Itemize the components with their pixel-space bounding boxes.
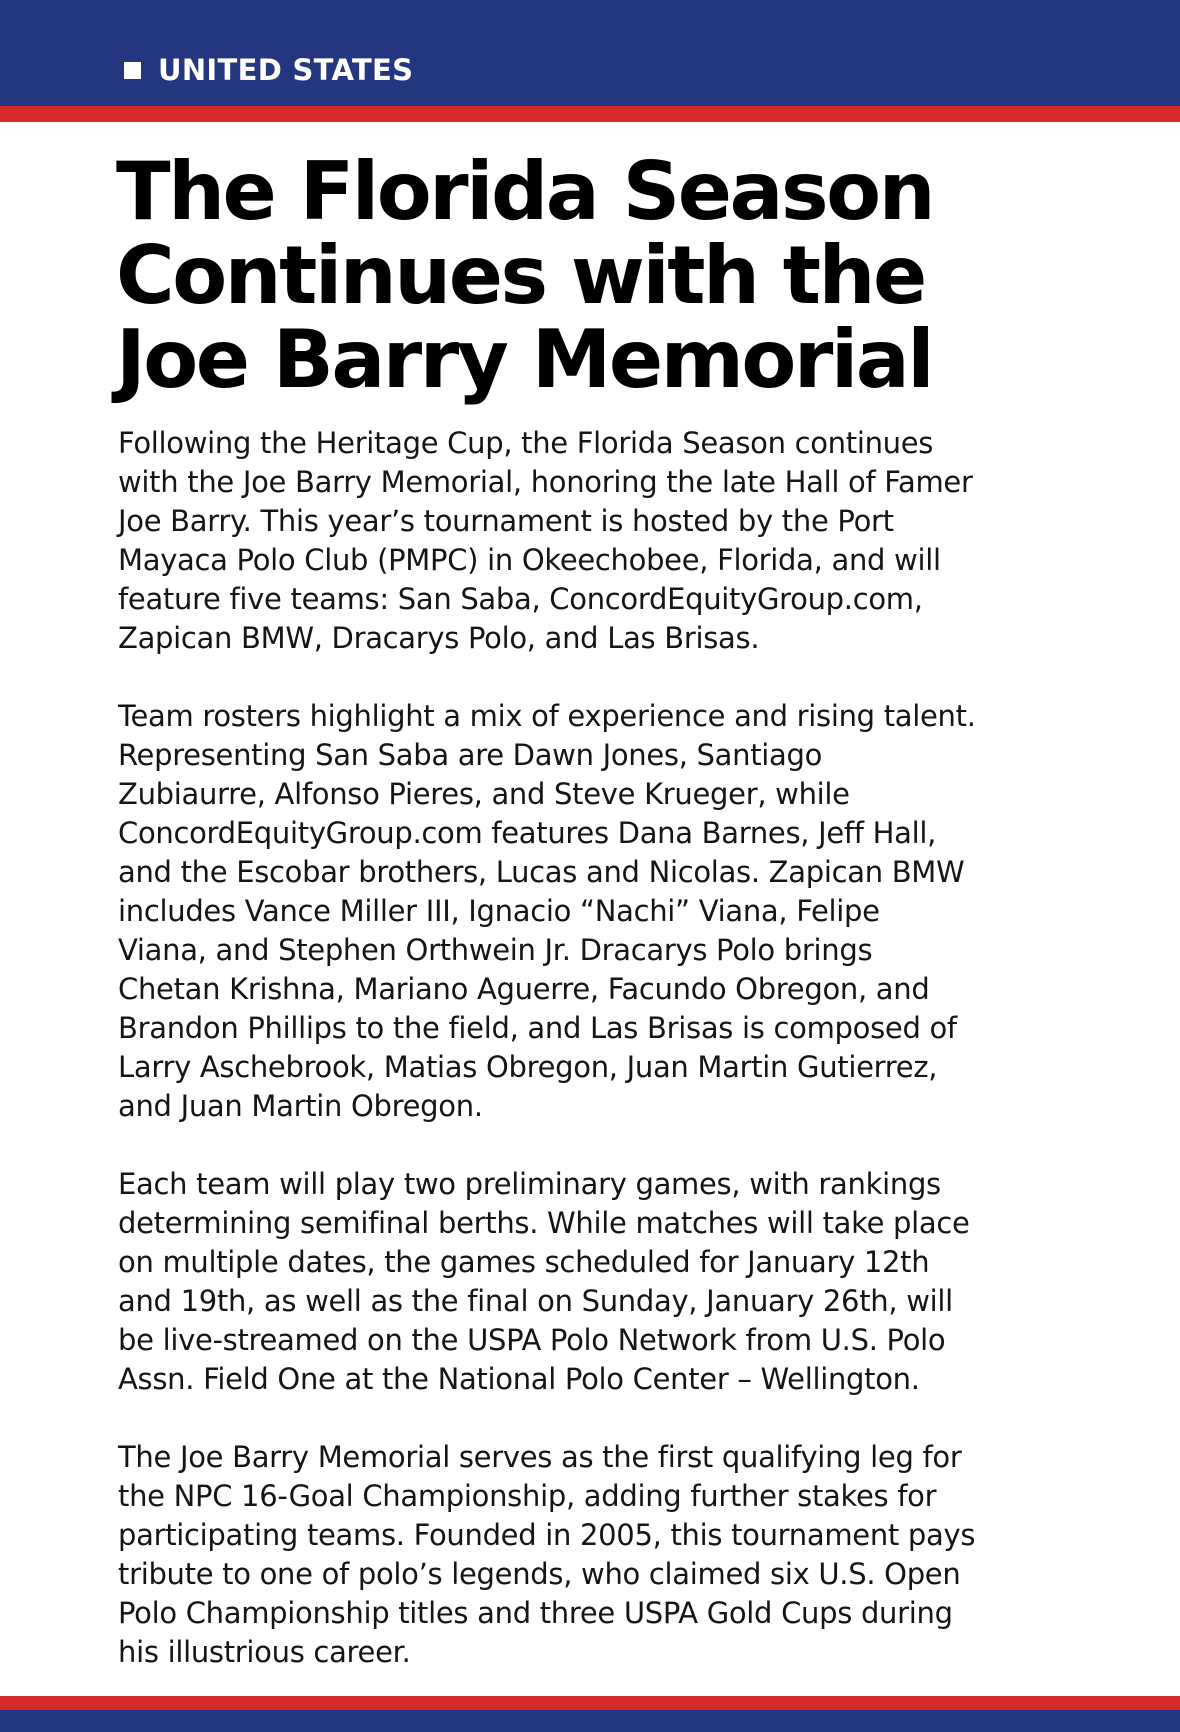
text-line: and Juan Martin Obregon.: [118, 1089, 483, 1123]
text-line: Assn. Field One at the National Polo Center – Wellington.: [118, 1362, 920, 1396]
text-line: feature five teams: San Saba, ConcordEquityGroup.com,: [118, 582, 923, 616]
text-line: Chetan Krishna, Mariano Aguerre, Facundo Obregon, and: [118, 972, 930, 1006]
text-line: his illustrious career.: [118, 1635, 411, 1669]
text-line: Zubiaurre, Alfonso Pieres, and Steve Krueger, while: [118, 777, 850, 811]
text-line: Team rosters highlight a mix of experience and rising talent.: [118, 699, 976, 733]
paragraph-schedule: [118, 1165, 1078, 1399]
text-line: on multiple dates, the games scheduled for January 12th: [118, 1245, 930, 1279]
text-line: Brandon Phillips to the field, and Las Brisas is composed of: [118, 1011, 957, 1045]
section-label-text: UNITED STATES: [158, 53, 414, 87]
paragraph-history: [118, 1438, 1078, 1672]
text-line: Each team will play two preliminary games, with rankings: [118, 1167, 941, 1201]
square-icon: [124, 62, 141, 79]
text-line: with the Joe Barry Memorial, honoring the late Hall of Famer: [118, 465, 973, 499]
text-line: ConcordEquityGroup.com features Dana Barnes, Jeff Hall,: [118, 816, 937, 850]
text-line: Following the Heritage Cup, the Florida Season continues: [118, 426, 934, 460]
paragraph-intro: [118, 424, 1078, 658]
text-line: includes Vance Miller III, Ignacio “Nachi” Viana, Felipe: [118, 894, 880, 928]
footer-band: [0, 1710, 1180, 1732]
text-line: determining semifinal berths. While matches will take place: [118, 1206, 970, 1240]
text-line: and 19th, as well as the final on Sunday, January 26th, will: [118, 1284, 953, 1318]
text-line: Mayaca Polo Club (PMPC) in Okeechobee, Florida, and will: [118, 543, 941, 577]
text-line: Representing San Saba are Dawn Jones, Santiago: [118, 738, 823, 772]
text-line: and the Escobar brothers, Lucas and Nicolas. Zapican BMW: [118, 855, 965, 889]
article-title: [116, 145, 1116, 406]
section-label: [124, 52, 413, 88]
title-line: Continues with the: [116, 229, 925, 322]
header-accent-stripe: [0, 106, 1180, 122]
text-line: Joe Barry. This year’s tournament is hosted by the Port: [118, 504, 894, 538]
text-line: tribute to one of polo’s legends, who claimed six U.S. Open: [118, 1557, 961, 1591]
title-line: The Florida Season: [116, 145, 934, 238]
article-body: [118, 424, 1078, 1711]
title-line: Joe Barry Memorial: [116, 313, 933, 406]
footer-accent-stripe: [0, 1696, 1180, 1710]
paragraph-rosters: [118, 697, 1078, 1126]
text-line: Zapican BMW, Dracarys Polo, and Las Brisas.: [118, 621, 760, 655]
text-line: Polo Championship titles and three USPA Gold Cups during: [118, 1596, 953, 1630]
text-line: Larry Aschebrook, Matias Obregon, Juan Martin Gutierrez,: [118, 1050, 938, 1084]
text-line: The Joe Barry Memorial serves as the first qualifying leg for: [118, 1440, 962, 1474]
text-line: be live-streamed on the USPA Polo Network from U.S. Polo: [118, 1323, 946, 1357]
text-line: the NPC 16-Goal Championship, adding further stakes for: [118, 1479, 937, 1513]
text-line: participating teams. Founded in 2005, this tournament pays: [118, 1518, 976, 1552]
text-line: Viana, and Stephen Orthwein Jr. Dracarys Polo brings: [118, 933, 873, 967]
